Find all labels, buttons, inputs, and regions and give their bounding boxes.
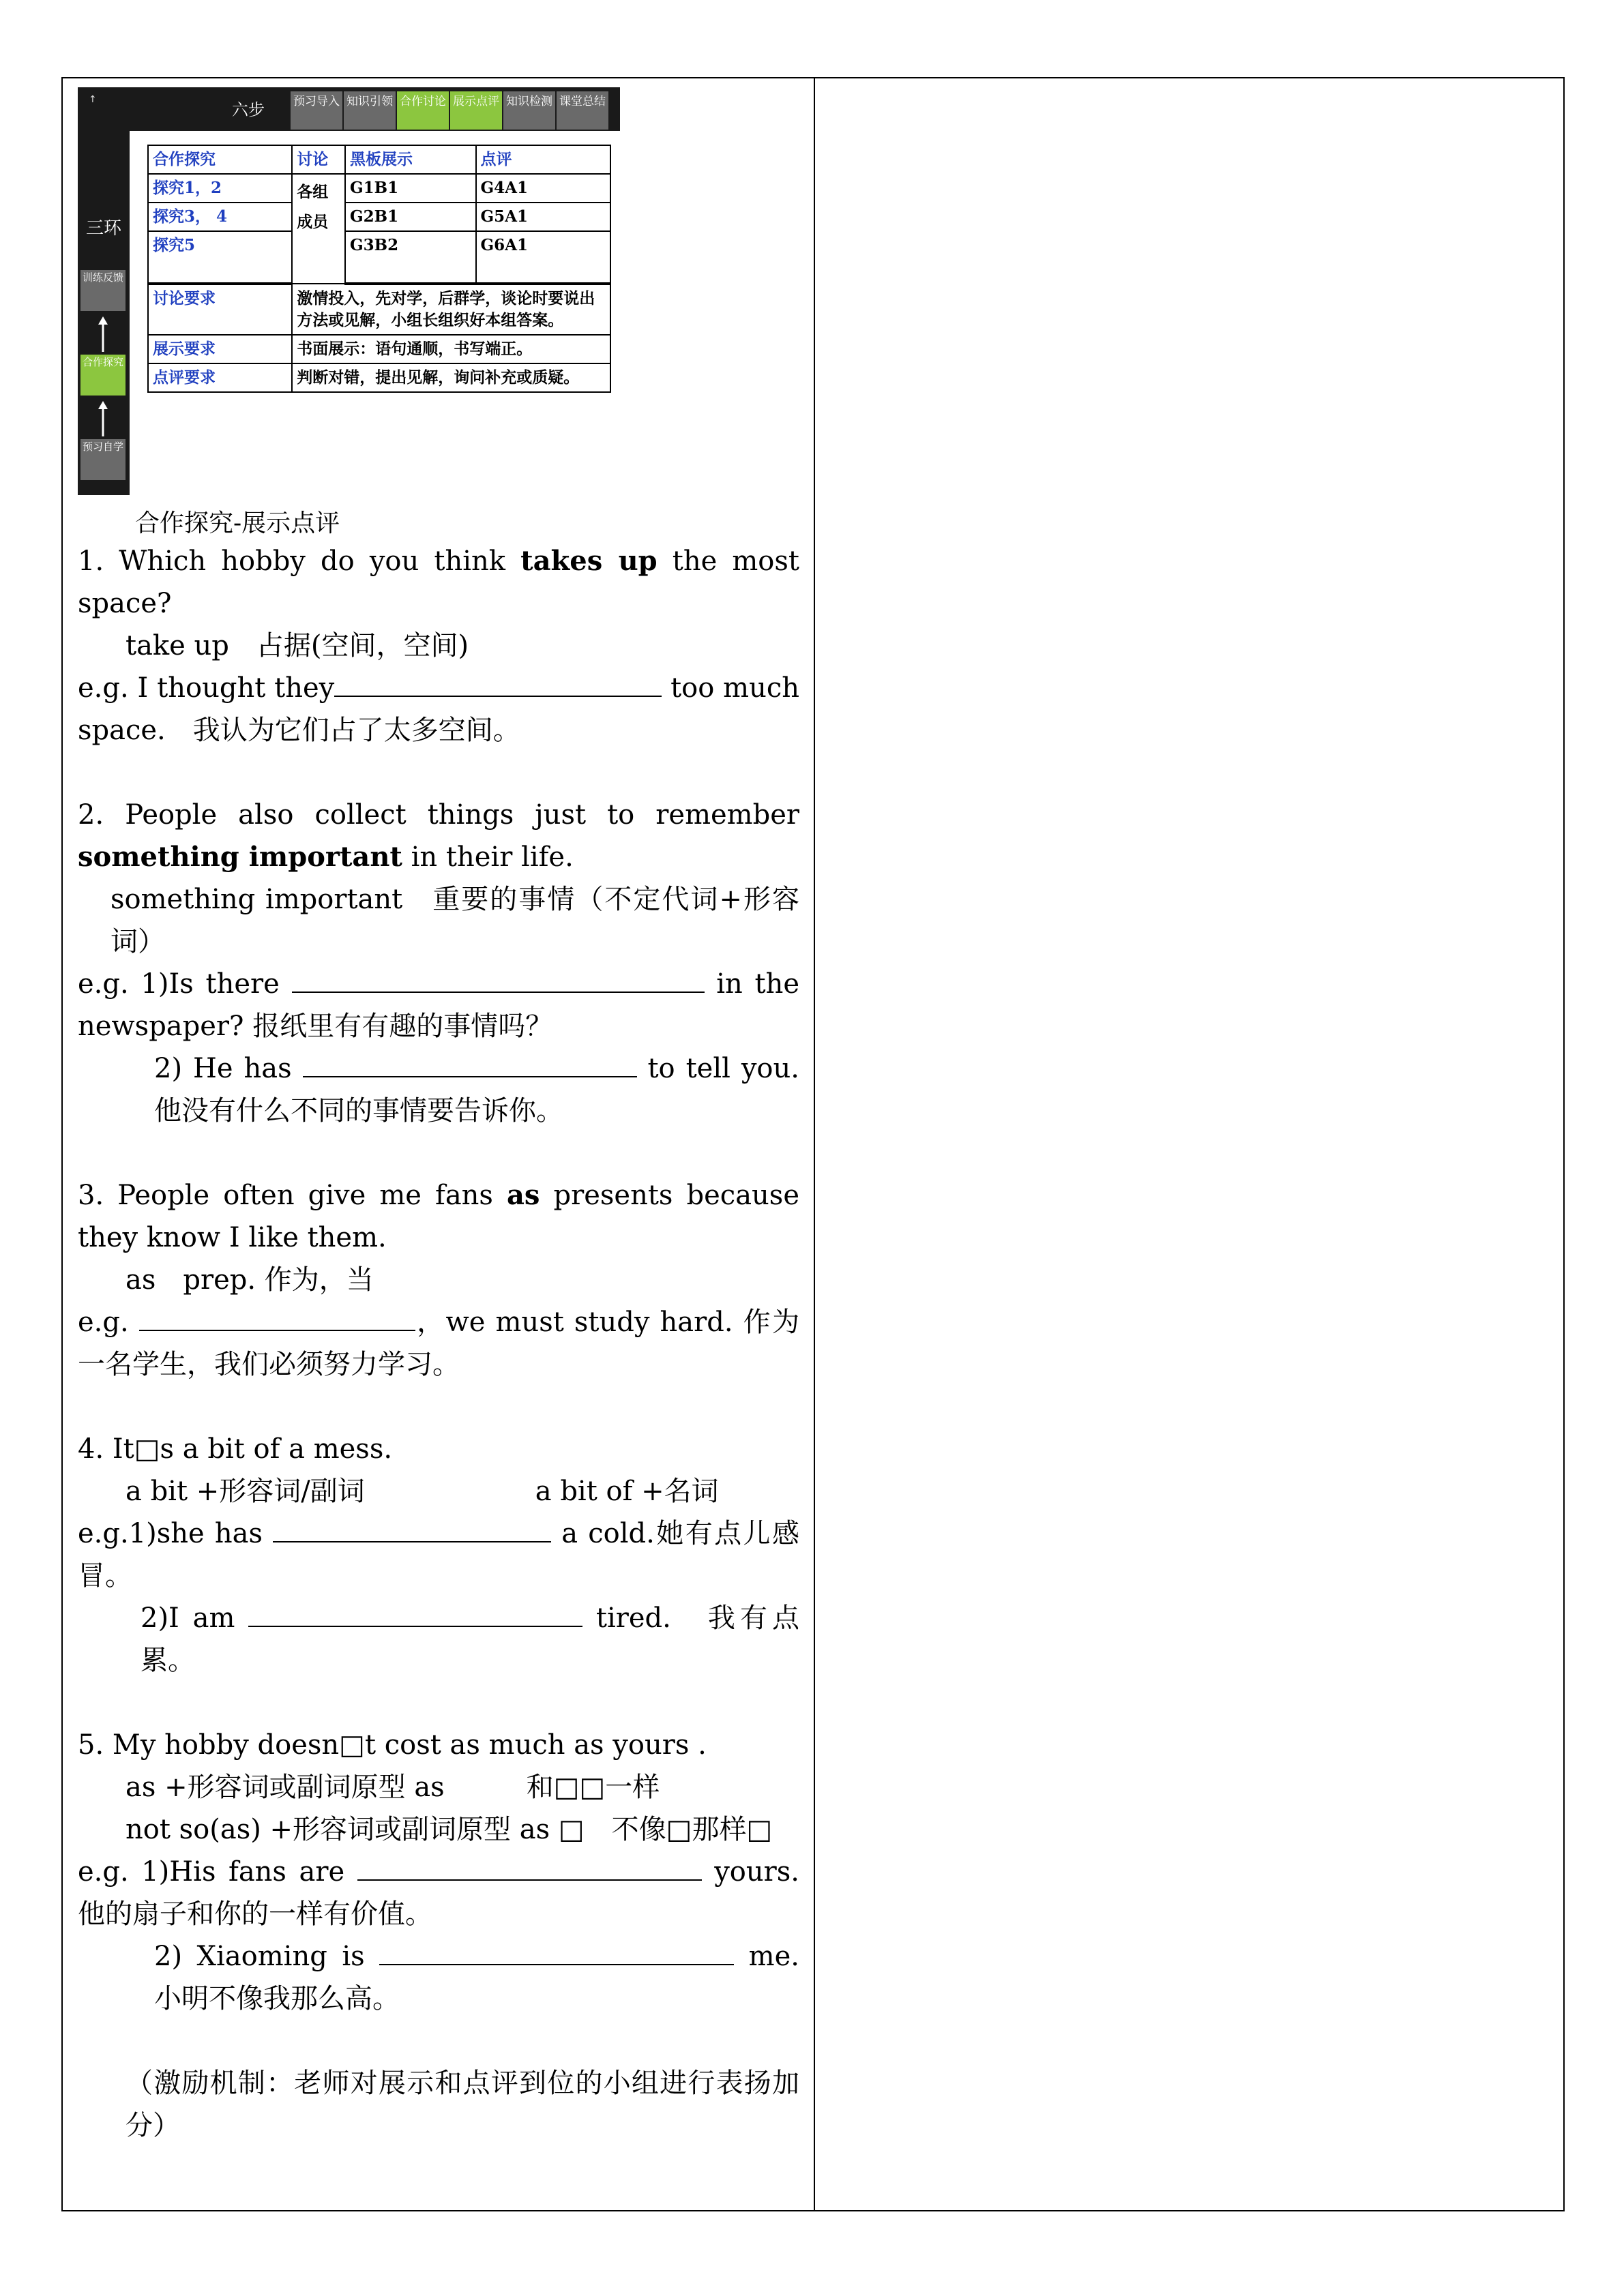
table-cell-board: G2B1: [345, 203, 475, 231]
item-5-phrase-b: not so(as) +形容词或副词原型 as □ 不像□那样□: [126, 1814, 773, 1845]
slide-side-title: 三环: [85, 218, 121, 239]
fill-blank[interactable]: [139, 1302, 415, 1331]
item-2-phrase: something important 重要的事情（不定代词+形容词）: [110, 884, 799, 957]
example-text: in the newspaper? 报纸里有有趣的事情吗？: [78, 968, 800, 1042]
header-review: 点评: [476, 145, 610, 174]
table-cell-discussion-members: 各组成员: [292, 174, 345, 284]
side-step-training-feedback: 训练反馈: [80, 270, 126, 311]
fill-blank[interactable]: [273, 1514, 551, 1542]
requirement-text: 书面展示：语句通顺，书写端正。: [292, 335, 610, 363]
example-text: 2) He has: [154, 1053, 292, 1084]
table-cell-board: G1B1: [345, 174, 475, 203]
incentive-note: （激励机制：老师对展示和点评到位的小组进行表扬加分）: [126, 2068, 799, 2141]
section-caption: 合作探究-展示点评: [135, 509, 340, 537]
item-2-pre: 2. People also collect things just to remember: [78, 799, 799, 831]
fill-blank[interactable]: [379, 1937, 734, 1965]
item-2-example-1: [78, 963, 799, 1047]
step-knowledge-lead: 知识引领: [344, 91, 397, 130]
group-task-table: [147, 145, 611, 393]
slide-top-title: 六步: [232, 100, 265, 119]
requirement-label: 展示要求: [148, 335, 292, 363]
example-text: to tell you. 他没有什么不同的事情要告诉你。: [154, 1053, 799, 1127]
item-2-sentence: [78, 794, 799, 878]
item-5-phrase-a: as +形容词或副词原型 as 和□□一样: [126, 1772, 660, 1803]
header-discussion: 讨论: [292, 145, 345, 174]
item-1-sentence: [78, 540, 799, 625]
table-cell-board: G3B2: [345, 231, 475, 284]
table-cell-task: 探究3， 4: [148, 203, 292, 231]
item-1-keyword: takes up: [520, 545, 658, 577]
step-class-summary: 课堂总结: [557, 91, 610, 130]
example-text: 2)I am: [141, 1602, 235, 1634]
item-3-sentence: [78, 1174, 799, 1259]
example-text: e.g.1)she has: [78, 1518, 263, 1549]
item-1-example: [78, 667, 799, 751]
table-cell-task: 探究1，2: [148, 174, 292, 203]
item-2-keyword: something important: [78, 841, 402, 873]
item-5-example-1: [78, 1851, 799, 1935]
fill-blank[interactable]: [303, 1049, 637, 1077]
table-cell-task: 探究5: [148, 231, 292, 284]
step-knowledge-test: 知识检测: [503, 91, 557, 130]
step-preview-intro: 预习导入: [291, 91, 344, 130]
example-text: e.g.: [78, 1307, 129, 1338]
item-5-example-2: [78, 1935, 799, 2020]
up-arrow-icon: [98, 401, 108, 436]
side-step-preview-self-study: 预习自学: [80, 439, 126, 480]
step-cooperative-discussion: 合作讨论: [397, 91, 450, 130]
left-column: [78, 87, 799, 2147]
table-cell-review: G4A1: [476, 174, 610, 203]
item-5-sentence: 5. My hobby doesn□t cost as much as yours .: [78, 1729, 707, 1761]
item-1-post: the most space?: [78, 546, 799, 619]
item-4-example-1: [78, 1512, 799, 1597]
example-text: ，we must study hard. 作为一名学生，我们必须努力学习。: [78, 1307, 799, 1380]
item-1-phrase: take up 占据(空间，空间): [126, 630, 469, 661]
step-display-review: 展示点评: [450, 91, 503, 130]
example-text: e.g. I thought they: [78, 672, 335, 704]
embedded-slide-image: [78, 87, 620, 495]
fill-blank[interactable]: [357, 1852, 702, 1881]
item-3-pre: 3. People often give me fans: [78, 1180, 507, 1211]
item-3-example: [78, 1301, 799, 1386]
header-cooperative-inquiry: 合作探究: [148, 145, 292, 174]
example-text: e.g. 1)Is there: [78, 968, 280, 1000]
header-board-display: 黑板展示: [345, 145, 475, 174]
example-text: me. 小明不像我那么高。: [154, 1941, 799, 2014]
item-4-sentence: 4. It□s a bit of a mess.: [78, 1433, 393, 1465]
column-divider: [814, 77, 815, 2211]
item-2-example-2: [78, 1047, 799, 1132]
item-4-phrases: [78, 1470, 799, 1512]
requirement-text: 激情投入，先对学，后群学，谈论时要说出方法或见解，小组长组织好本组答案。: [292, 284, 610, 335]
example-text: e.g. 1)His fans are: [78, 1856, 345, 1888]
phrase-b: a bit of +名词: [535, 1476, 719, 1507]
requirement-label: 讨论要求: [148, 284, 292, 335]
item-3-phrase: as prep. 作为，当: [126, 1264, 374, 1296]
slide-corner-mark: ↑: [89, 94, 97, 105]
item-4-example-2: [78, 1597, 799, 1682]
phrase-a: a bit +形容词/副词: [126, 1476, 365, 1507]
fill-blank[interactable]: [334, 668, 662, 697]
table-cell-review: G5A1: [476, 203, 610, 231]
fill-blank[interactable]: [248, 1598, 582, 1627]
example-text: a cold.她有点儿感冒。: [78, 1518, 799, 1592]
up-arrow-icon: [98, 316, 108, 352]
requirement-text: 判断对错，提出见解，询问补充或质疑。: [292, 363, 610, 392]
example-text: tired. 我有点累。: [141, 1602, 799, 1676]
example-text: 2) Xiaoming is: [154, 1941, 365, 1972]
example-text: yours. 他的扇子和你的一样有价值。: [78, 1856, 799, 1930]
item-2-post: in their life.: [402, 841, 574, 873]
table-cell-review: G6A1: [476, 231, 610, 284]
example-text: too much space. 我认为它们占了太多空间。: [78, 672, 799, 746]
fill-blank[interactable]: [292, 964, 705, 993]
item-3-keyword: as: [507, 1179, 540, 1211]
item-3-post: presents because they know I like them.: [78, 1180, 799, 1253]
side-step-cooperative-inquiry: 合作探究: [80, 355, 126, 396]
item-1-pre: 1. Which hobby do you think: [78, 546, 521, 577]
requirement-label: 点评要求: [148, 363, 292, 392]
